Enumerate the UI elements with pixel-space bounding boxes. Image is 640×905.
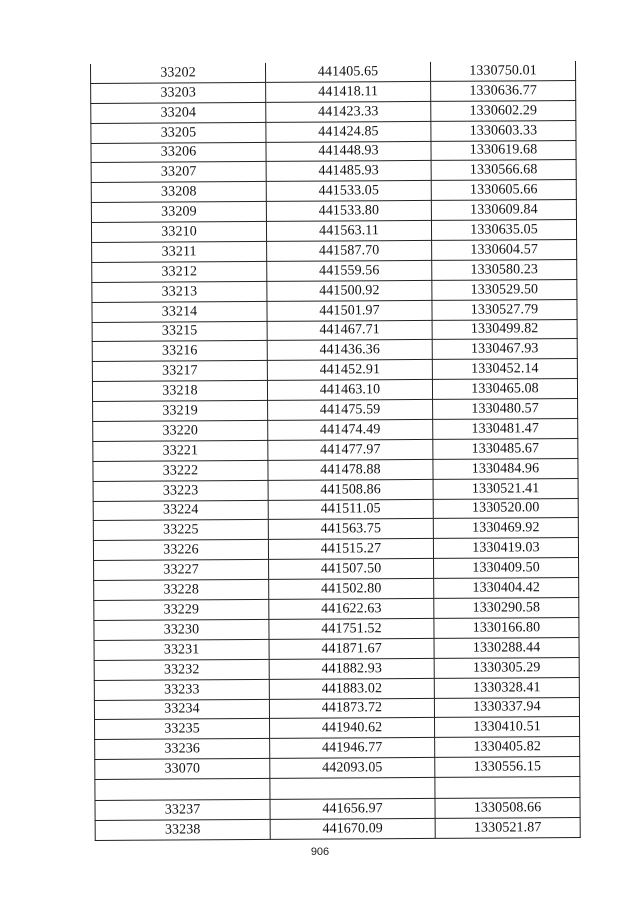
table-row xyxy=(93,399,578,422)
point-id-cell: 33212 xyxy=(92,261,267,282)
x-coordinate-cell: 441563.75 xyxy=(268,519,433,540)
table-row xyxy=(93,458,578,481)
point-id-cell xyxy=(95,778,270,800)
table-row xyxy=(91,80,576,103)
x-coordinate-cell: 441485.93 xyxy=(266,161,431,182)
x-coordinate-cell: 441940.62 xyxy=(270,718,435,739)
table-row xyxy=(92,359,577,382)
table-row xyxy=(95,757,580,780)
x-coordinate-cell: 441500.92 xyxy=(267,280,432,301)
table-row xyxy=(93,538,578,561)
table-row xyxy=(93,478,578,501)
y-coordinate-cell: 1330404.42 xyxy=(434,578,579,599)
point-id-cell: 33219 xyxy=(93,401,268,422)
point-id-cell: 33226 xyxy=(93,540,268,561)
point-id-cell: 33217 xyxy=(92,361,267,382)
y-coordinate-cell: 1330499.82 xyxy=(432,319,577,340)
y-coordinate-cell: 1330605.66 xyxy=(431,180,576,201)
point-id-cell: 33237 xyxy=(95,799,270,820)
coordinates-table-body xyxy=(90,61,580,840)
y-coordinate-cell: 1330602.29 xyxy=(431,100,576,121)
x-coordinate-cell: 441474.49 xyxy=(268,419,433,440)
page-number: 906 xyxy=(310,846,330,858)
x-coordinate-cell: 441508.86 xyxy=(268,479,433,500)
point-id-cell: 33214 xyxy=(92,301,267,322)
point-id-cell: 33220 xyxy=(93,420,268,441)
y-coordinate-cell: 1330604.57 xyxy=(432,240,577,261)
x-coordinate-cell: 441448.93 xyxy=(266,141,431,162)
table-row xyxy=(95,777,580,801)
point-id-cell: 33233 xyxy=(94,679,269,700)
y-coordinate-cell: 1330636.77 xyxy=(431,80,576,101)
x-coordinate-cell: 441946.77 xyxy=(270,738,435,759)
x-coordinate-cell: 441424.85 xyxy=(266,121,431,142)
y-coordinate-cell: 1330328.41 xyxy=(434,677,579,698)
table-row xyxy=(95,817,580,840)
y-coordinate-cell: 1330480.57 xyxy=(433,399,578,420)
table-row xyxy=(93,419,578,442)
table-row xyxy=(92,339,577,362)
x-coordinate-cell: 441423.33 xyxy=(266,101,431,122)
point-id-cell: 33227 xyxy=(94,560,269,581)
y-coordinate-cell: 1330419.03 xyxy=(433,538,578,559)
x-coordinate-cell: 441467.71 xyxy=(267,320,432,341)
x-coordinate-cell: 441515.27 xyxy=(268,539,433,560)
point-id-cell: 33238 xyxy=(95,819,270,840)
y-coordinate-cell: 1330452.14 xyxy=(432,359,577,380)
x-coordinate-cell: 441452.91 xyxy=(267,360,432,381)
table-row xyxy=(94,617,579,640)
y-coordinate-cell: 1330521.41 xyxy=(433,478,578,499)
y-coordinate-cell: 1330750.01 xyxy=(430,61,575,81)
point-id-cell: 33230 xyxy=(94,619,269,640)
y-coordinate-cell: 1330508.66 xyxy=(435,798,580,819)
point-id-cell: 33211 xyxy=(92,241,267,262)
table-row xyxy=(94,657,579,680)
point-id-cell: 33208 xyxy=(91,182,266,203)
x-coordinate-cell: 441882.93 xyxy=(269,658,434,679)
y-coordinate-cell: 1330410.51 xyxy=(435,717,580,738)
y-coordinate-cell: 1330484.96 xyxy=(433,458,578,479)
y-coordinate-cell: 1330469.92 xyxy=(433,518,578,539)
y-coordinate-cell: 1330409.50 xyxy=(434,558,579,579)
point-id-cell: 33225 xyxy=(93,520,268,541)
table-row xyxy=(91,120,576,143)
table-row xyxy=(92,379,577,402)
point-id-cell: 33229 xyxy=(94,599,269,620)
x-coordinate-cell: 441871.67 xyxy=(269,638,434,659)
y-coordinate-cell: 1330467.93 xyxy=(432,339,577,360)
table-row xyxy=(95,798,580,821)
x-coordinate-cell: 441533.80 xyxy=(266,201,431,222)
point-id-cell: 33235 xyxy=(95,719,270,740)
y-coordinate-cell: 1330521.87 xyxy=(435,817,580,838)
table-row xyxy=(91,220,576,243)
point-id-cell: 33207 xyxy=(91,162,266,183)
coordinates-table-sheet xyxy=(90,61,580,841)
point-id-cell: 33202 xyxy=(90,63,265,83)
table-row xyxy=(91,160,576,183)
y-coordinate-cell: 1330520.00 xyxy=(433,498,578,519)
x-coordinate-cell: 441533.05 xyxy=(266,181,431,202)
y-coordinate-cell: 1330485.67 xyxy=(433,438,578,459)
point-id-cell: 33209 xyxy=(91,202,266,223)
table-row xyxy=(92,240,577,263)
point-id-cell: 33206 xyxy=(91,142,266,163)
point-id-cell: 33203 xyxy=(91,82,266,103)
y-coordinate-cell: 1330566.68 xyxy=(431,160,576,181)
table-row xyxy=(90,61,575,83)
y-coordinate-cell: 1330290.58 xyxy=(434,598,579,619)
point-id-cell: 33232 xyxy=(94,659,269,680)
x-coordinate-cell: 441436.36 xyxy=(267,340,432,361)
y-coordinate-cell: 1330635.05 xyxy=(431,220,576,241)
point-id-cell: 33213 xyxy=(92,281,267,302)
y-coordinate-cell: 1330305.29 xyxy=(434,657,579,678)
point-id-cell: 33210 xyxy=(91,222,266,243)
x-coordinate-cell: 442093.05 xyxy=(270,758,435,779)
x-coordinate-cell xyxy=(270,777,435,799)
x-coordinate-cell: 441507.50 xyxy=(269,559,434,580)
point-id-cell: 33223 xyxy=(93,480,268,501)
x-coordinate-cell: 441511.05 xyxy=(268,499,433,520)
table-row xyxy=(92,319,577,342)
x-coordinate-cell: 441751.52 xyxy=(269,618,434,639)
x-coordinate-cell: 441405.65 xyxy=(265,62,430,82)
table-row xyxy=(93,518,578,541)
y-coordinate-cell: 1330603.33 xyxy=(431,120,576,141)
point-id-cell: 33204 xyxy=(91,102,266,123)
table-row xyxy=(94,598,579,621)
point-id-cell: 33218 xyxy=(92,381,267,402)
x-coordinate-cell: 441502.80 xyxy=(269,579,434,600)
point-id-cell: 33070 xyxy=(95,759,270,780)
x-coordinate-cell: 441587.70 xyxy=(267,240,432,261)
coordinates-table xyxy=(90,61,581,841)
table-row xyxy=(94,558,579,581)
y-coordinate-cell: 1330609.84 xyxy=(431,200,576,221)
table-row xyxy=(94,697,579,720)
y-coordinate-cell: 1330527.79 xyxy=(432,299,577,320)
x-coordinate-cell: 441559.56 xyxy=(267,260,432,281)
y-coordinate-cell: 1330529.50 xyxy=(432,279,577,300)
point-id-cell: 33222 xyxy=(93,460,268,481)
table-row xyxy=(91,200,576,223)
table-row xyxy=(92,259,577,282)
y-coordinate-cell: 1330580.23 xyxy=(432,259,577,280)
x-coordinate-cell: 441463.10 xyxy=(267,380,432,401)
y-coordinate-cell xyxy=(435,777,580,799)
x-coordinate-cell: 441656.97 xyxy=(270,798,435,819)
point-id-cell: 33236 xyxy=(95,739,270,760)
table-row xyxy=(94,578,579,601)
point-id-cell: 33224 xyxy=(93,500,268,521)
table-row xyxy=(91,180,576,203)
table-row xyxy=(92,279,577,302)
x-coordinate-cell: 441883.02 xyxy=(269,678,434,699)
x-coordinate-cell: 441418.11 xyxy=(266,81,431,102)
point-id-cell: 33231 xyxy=(94,639,269,660)
table-row xyxy=(92,299,577,322)
y-coordinate-cell: 1330337.94 xyxy=(434,697,579,718)
point-id-cell: 33205 xyxy=(91,122,266,143)
x-coordinate-cell: 441563.11 xyxy=(266,221,431,242)
table-row xyxy=(94,637,579,660)
table-row xyxy=(93,498,578,521)
x-coordinate-cell: 441873.72 xyxy=(269,698,434,719)
y-coordinate-cell: 1330619.68 xyxy=(431,140,576,161)
y-coordinate-cell: 1330288.44 xyxy=(434,637,579,658)
x-coordinate-cell: 441478.88 xyxy=(268,459,433,480)
x-coordinate-cell: 441501.97 xyxy=(267,300,432,321)
x-coordinate-cell: 441622.63 xyxy=(269,598,434,619)
point-id-cell: 33221 xyxy=(93,440,268,461)
y-coordinate-cell: 1330465.08 xyxy=(432,379,577,400)
y-coordinate-cell: 1330405.82 xyxy=(435,737,580,758)
point-id-cell: 33228 xyxy=(94,580,269,601)
table-row xyxy=(91,140,576,163)
x-coordinate-cell: 441477.97 xyxy=(268,439,433,460)
point-id-cell: 33234 xyxy=(94,699,269,720)
point-id-cell: 33215 xyxy=(92,321,267,342)
table-row xyxy=(95,717,580,740)
table-row xyxy=(95,737,580,760)
y-coordinate-cell: 1330481.47 xyxy=(433,419,578,440)
x-coordinate-cell: 441670.09 xyxy=(270,818,435,839)
point-id-cell: 33216 xyxy=(92,341,267,362)
y-coordinate-cell: 1330556.15 xyxy=(435,757,580,778)
table-row xyxy=(94,677,579,700)
x-coordinate-cell: 441475.59 xyxy=(268,400,433,421)
y-coordinate-cell: 1330166.80 xyxy=(434,617,579,638)
table-row xyxy=(91,100,576,123)
table-row xyxy=(93,438,578,461)
